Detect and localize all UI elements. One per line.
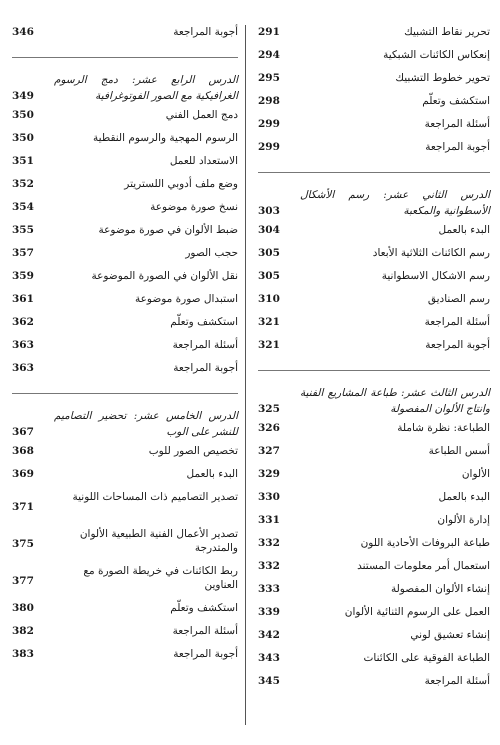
toc-entry: [258, 25, 490, 45]
page-number: 350: [12, 109, 34, 121]
entry-title: أجوبة المراجعة: [173, 362, 238, 374]
chapter-block: [12, 57, 238, 104]
entry-title: نسخ صورة موضوعة: [150, 201, 238, 213]
entry-title: أجوبة المراجعة: [425, 141, 490, 153]
chapter-title: الدرس الرابع عشر: دمج الرسوم الغرافيكية مع الصور الفوتوغرافية: [54, 74, 238, 102]
toc-entry: [12, 444, 238, 464]
page-number: 321: [258, 339, 280, 351]
toc-entry: [12, 361, 238, 381]
page-number: 299: [258, 141, 280, 153]
page-number: 305: [258, 270, 280, 282]
page-number: 303: [258, 205, 280, 217]
page-number: 321: [258, 316, 280, 328]
entry-title: أسئلة المراجعة: [424, 316, 490, 328]
column-divider: [245, 25, 246, 725]
toc-entry: [12, 200, 238, 220]
toc-entry: [258, 140, 490, 160]
toc-entry: [12, 223, 238, 243]
page-number: 333: [258, 583, 280, 595]
toc-entry: [258, 315, 490, 335]
toc-entry: [258, 513, 490, 533]
entry-title: استكشف وتعلّم: [170, 602, 238, 614]
toc-entry: [12, 490, 238, 524]
entry-title: استكشف وتعلّم: [170, 316, 238, 328]
toc-entry: [258, 467, 490, 487]
page-number: 326: [258, 422, 280, 434]
entry-title: البدء بالعمل: [438, 491, 490, 503]
entry-title: رسم الكائنات الثلاثية الأبعاد: [372, 247, 490, 259]
page-number: 339: [258, 606, 280, 618]
toc-entry: [258, 338, 490, 358]
toc-entry: [12, 154, 238, 174]
entry-title: ضبط الألوان في صورة موضوعة: [98, 224, 238, 236]
chapter-title: الدرس الخامس عشر: تحضير التصاميم للنشر على الوب: [54, 410, 238, 438]
page-number: 299: [258, 118, 280, 130]
entry-title: الطباعة الفوقية على الكائنات: [363, 652, 490, 664]
page-number: 368: [12, 445, 34, 457]
entry-title: تحرير نقاط التشبيك: [404, 26, 490, 38]
chapter-heading: [12, 72, 238, 104]
page-number: 380: [12, 602, 34, 614]
page-number: 377: [12, 575, 34, 587]
entry-title: أسئلة المراجعة: [172, 625, 238, 637]
toc-entry: [258, 582, 490, 602]
toc-entry: [258, 48, 490, 68]
page-number: 349: [12, 90, 34, 102]
toc-entry: [12, 269, 238, 289]
page-number: 327: [258, 445, 280, 457]
page-number: 329: [258, 468, 280, 480]
page-number: 350: [12, 132, 34, 144]
toc-left-column: [12, 25, 238, 670]
chapter-title: الدرس الثالث عشر: طباعة المشاريع الفنية وانتاج الألوان المفصولة: [300, 387, 490, 415]
entry-title: أجوبة المراجعة: [173, 26, 238, 38]
chapter-block: [12, 393, 238, 440]
chapter-heading: [258, 187, 490, 219]
entry-title: البدء بالعمل: [186, 468, 238, 480]
entry-title: إنعكاس الكائنات الشبكية: [383, 49, 490, 61]
chapter-rule: [12, 57, 238, 58]
page-number: 357: [12, 247, 34, 259]
entry-title: حجب الصور: [185, 247, 238, 259]
page-number: 352: [12, 178, 34, 190]
page-number: 310: [258, 293, 280, 305]
entry-title: أجوبة المراجعة: [425, 339, 490, 351]
page-number: 345: [258, 675, 280, 687]
toc-entry: [12, 246, 238, 266]
entry-title: الطباعة: نظرة شاملة: [397, 422, 490, 434]
page-number: 332: [258, 537, 280, 549]
entry-title: نقل الألوان في الصورة الموضوعة: [91, 270, 238, 282]
entry-title: الرسوم المهجية والرسوم النقطية: [93, 132, 238, 144]
page-number: 354: [12, 201, 34, 213]
chapter-heading: [258, 385, 490, 417]
toc-entry: [258, 559, 490, 579]
page-number: 383: [12, 648, 34, 660]
page-number: 346: [12, 26, 34, 38]
page-number: 332: [258, 560, 280, 572]
toc-entry: [258, 421, 490, 441]
page-number: 382: [12, 625, 34, 637]
page-number: 351: [12, 155, 34, 167]
toc-entry: [258, 651, 490, 671]
page-number: 371: [12, 501, 34, 513]
toc-entry: [12, 467, 238, 487]
toc-entry: [12, 292, 238, 312]
toc-entry: [258, 536, 490, 556]
entry-title: إنشاء تعشيق لوني: [410, 629, 490, 641]
toc-entry: [12, 527, 238, 561]
toc-entry: [258, 71, 490, 91]
toc-entry: [258, 292, 490, 312]
entry-title: وضع ملف أدوبي اللستريتر: [124, 178, 238, 190]
toc-entry: [12, 564, 238, 598]
entry-title: دمج العمل الفني: [165, 109, 238, 121]
entry-title: تصدير الأعمال الفنية الطبيعية الألوان والمتدرجة: [79, 528, 238, 554]
entry-title: استعمال أمر معلومات المستند: [357, 560, 490, 572]
toc-entry: [12, 315, 238, 335]
page-number: 362: [12, 316, 34, 328]
page-number: 363: [12, 339, 34, 351]
chapter-rule: [258, 172, 490, 173]
page-number: 355: [12, 224, 34, 236]
entry-title: استكشف وتعلّم: [422, 95, 490, 107]
toc-entry: [258, 605, 490, 625]
toc-entry: [12, 131, 238, 151]
entry-title: البدء بالعمل: [438, 224, 490, 236]
chapter-heading: [12, 408, 238, 440]
entry-title: الألوان: [461, 468, 490, 480]
toc-entry: [12, 177, 238, 197]
entry-title: أسئلة المراجعة: [424, 675, 490, 687]
page-number: 367: [12, 426, 34, 438]
toc-entry: [12, 25, 238, 45]
page-number: 295: [258, 72, 280, 84]
entry-title: تصدير التصاميم ذات المساحات اللونية: [72, 491, 238, 503]
toc-entry: [12, 624, 238, 644]
toc-entry: [258, 674, 490, 694]
chapter-rule: [12, 393, 238, 394]
page-number: 363: [12, 362, 34, 374]
entry-title: تخصيص الصور للوب: [148, 445, 238, 457]
page-number: 291: [258, 26, 280, 38]
toc-entry: [258, 246, 490, 266]
entry-title: العمل على الرسوم الثنائية الألوان: [344, 606, 490, 618]
page-number: 359: [12, 270, 34, 282]
entry-title: أسئلة المراجعة: [172, 339, 238, 351]
chapter-title: الدرس الثاني عشر: رسم الأشكال الأسطوانية والمكعبة: [300, 189, 490, 217]
chapter-block: [258, 370, 490, 417]
toc-entry: [258, 444, 490, 464]
entry-title: إدارة الألوان: [437, 514, 490, 526]
chapter-block: [258, 172, 490, 219]
page-number: 331: [258, 514, 280, 526]
toc-right-column: [258, 25, 490, 697]
toc-entry: [12, 338, 238, 358]
entry-title: استبدال صورة موضوعة: [135, 293, 238, 305]
chapter-rule: [258, 370, 490, 371]
entry-title: تحوير خطوط التشبيك: [395, 72, 490, 84]
page-number: 294: [258, 49, 280, 61]
page-number: 304: [258, 224, 280, 236]
page-number: 342: [258, 629, 280, 641]
toc-entry: [258, 490, 490, 510]
entry-title: إنشاء الألوان المفصولة: [390, 583, 490, 595]
toc-entry: [258, 223, 490, 243]
toc-entry: [12, 108, 238, 128]
entry-title: أسئلة المراجعة: [424, 118, 490, 130]
page-number: 343: [258, 652, 280, 664]
entry-title: طباعة البروفات الأحادية اللون: [360, 537, 490, 549]
entry-title: أجوبة المراجعة: [173, 648, 238, 660]
page-number: 369: [12, 468, 34, 480]
page-number: 305: [258, 247, 280, 259]
page-number: 361: [12, 293, 34, 305]
page-number: 330: [258, 491, 280, 503]
entry-title: رسم الصناديق: [427, 293, 490, 305]
toc-entry: [258, 269, 490, 289]
entry-title: الاستعداد للعمل: [169, 155, 238, 167]
entry-title: أسس الطباعة: [428, 445, 490, 457]
page-number: 325: [258, 403, 280, 415]
page-number: 298: [258, 95, 280, 107]
toc-entry: [258, 94, 490, 114]
toc-entry: [12, 601, 238, 621]
entry-title: رسم الاشكال الاسطوانية: [381, 270, 490, 282]
toc-entry: [258, 628, 490, 648]
entry-title: ربط الكائنات في خريطة الصورة مع العناوين: [83, 565, 238, 591]
page-number: 375: [12, 538, 34, 550]
toc-entry: [258, 117, 490, 137]
toc-entry: [12, 647, 238, 667]
